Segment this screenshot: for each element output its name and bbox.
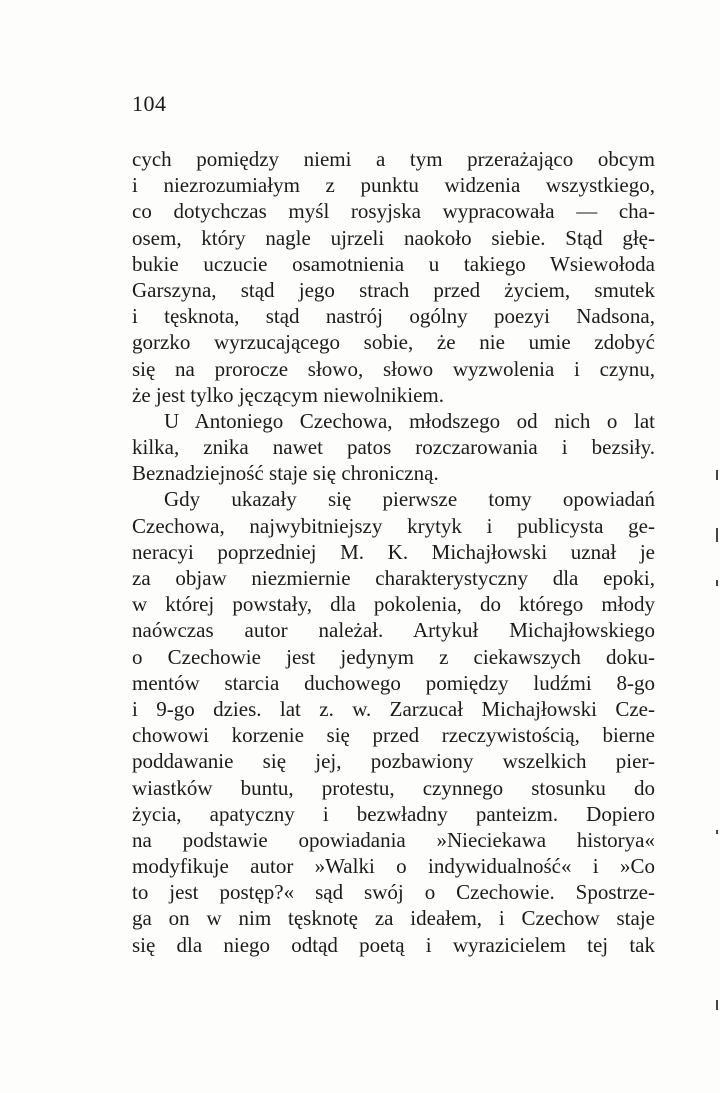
text-line: że jest tylko jęczącym niewolnikiem.: [132, 382, 444, 407]
text-line: naówczas autor należał. Artykuł Michajłowskiego: [132, 618, 655, 643]
scan-edge-mark: [716, 830, 718, 834]
scan-edge-mark: [716, 528, 718, 542]
text-line: kilka, znika nawet patos rozczarowania i bezsiły.: [132, 435, 655, 460]
text-line: U Antoniego Czechowa, młodszego od nich o lat: [164, 408, 655, 433]
text-line: się dla niego odtąd poetą i wyrazicielem tej tak: [132, 932, 655, 957]
text-line: na podstawie opowiadania »Nieciekawa historya«: [132, 827, 655, 852]
text-line: się na prorocze słowo, słowo wyzwolenia i czynu,: [132, 356, 655, 381]
text-line: osem, który nagle ujrzeli naokoło siebie. Stąd głę-: [132, 225, 655, 250]
text-line: to jest postęp?« sąd swój o Czechowie. Spostrze-: [132, 880, 655, 905]
text-line: cych pomiędzy niemi a tym przerażająco obcym: [132, 147, 655, 171]
text-line: Czechowa, najwybitniejszy krytyk i publicysta ge-: [132, 513, 655, 538]
text-line: mentów starcia duchowego pomiędzy ludźmi 8-go: [132, 670, 655, 695]
text-line: bukie uczucie osamotnienia u takiego Wsiewołoda: [132, 251, 655, 276]
text-line: za objaw niezmiernie charakterystyczny dla epoki,: [132, 566, 655, 590]
body-text: [132, 146, 655, 958]
scan-edge-mark: [716, 1000, 718, 1010]
text-line: Beznadziejność staje się chroniczną.: [132, 461, 439, 486]
text-line: i tęsknota, stąd nastrój ogólny poezyi Nadsona,: [132, 304, 655, 329]
text-line: neracyi poprzedniej M. K. Michajłowski uznał je: [132, 539, 655, 564]
text-line: wiastków buntu, protestu, czynnego stosunku do: [132, 775, 655, 800]
text-line: w której powstały, dla pokolenia, do którego młody: [132, 592, 655, 617]
text-line: ga on w nim tęsknotę za ideałem, i Czechow staje: [132, 906, 655, 931]
text-line: chowowi korzenie się przed rzeczywistością, bierne: [132, 723, 655, 748]
text-line: gorzko wyrzucającego sobie, że nie umie zdobyć: [132, 330, 655, 355]
page-number: 104: [132, 91, 167, 116]
text-line: Gdy ukazały się pierwsze tomy opowiadań: [164, 487, 655, 512]
text-line: poddawanie się jej, pozbawiony wszelkich pier-: [132, 749, 655, 774]
scan-edge-mark: [716, 470, 718, 480]
text-line: i niezrozumiałym z punktu widzenia wszystkiego,: [132, 173, 655, 198]
text-line: Garszyna, stąd jego strach przed życiem, smutek: [132, 277, 655, 302]
text-line: o Czechowie jest jedynym z ciekawszych doku-: [132, 644, 655, 669]
text-line: i 9-go dzies. lat z. w. Zarzucał Michajłowski Cze-: [132, 696, 655, 721]
scan-edge-mark: [716, 580, 718, 586]
text-line: modyfikuje autor »Walki o indywidualność« i »Co: [132, 854, 655, 879]
text-line: co dotychczas myśl rosyjska wypracowała — cha-: [132, 199, 655, 224]
text-line: życia, apatyczny i bezwładny panteizm. Dopiero: [132, 801, 655, 826]
